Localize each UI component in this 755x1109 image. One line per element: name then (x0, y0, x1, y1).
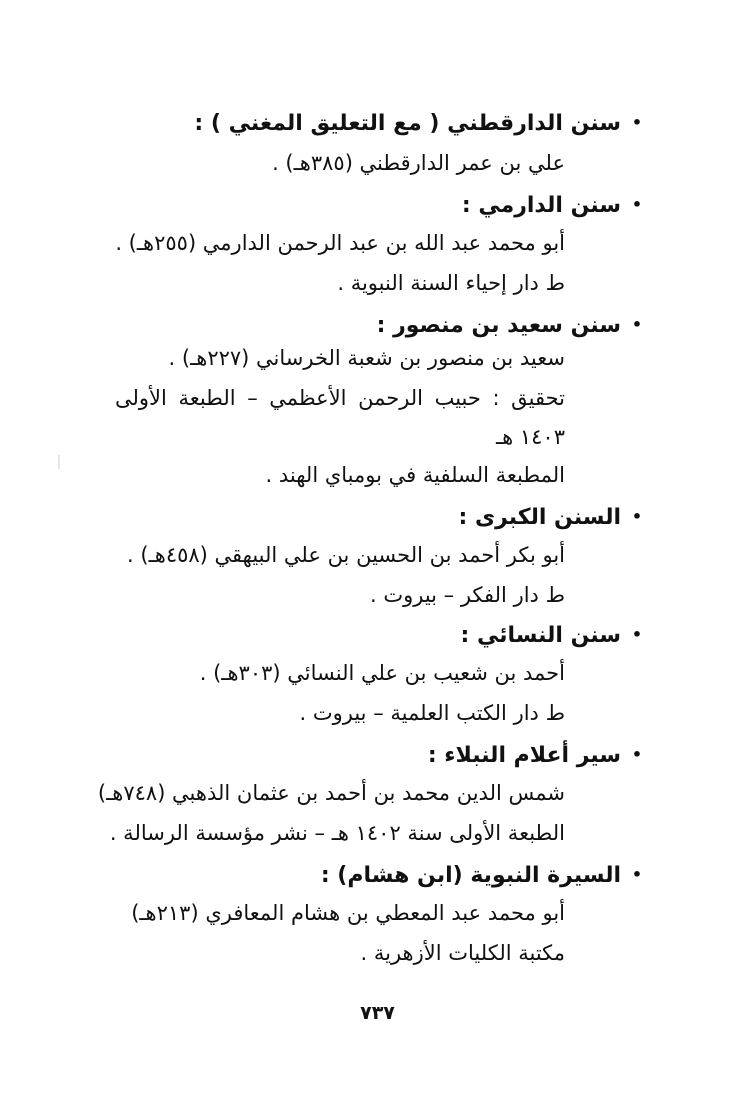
entry-heading (377, 310, 647, 341)
entry-heading (321, 860, 647, 891)
entry-line: علي بن عمر الدارقطني (٣٨٥هـ) . (272, 151, 565, 175)
entry-heading (462, 190, 647, 221)
bullet-icon: • (631, 195, 643, 214)
entry-line: مكتبة الكليات الأزهرية . (360, 941, 565, 965)
entry-line: المطبعة السلفية في بومباي الهند . (265, 463, 565, 487)
entry-line: شمس الدين محمد بن أحمد بن عثمان الذهبي (٧٤٨هـ) (97, 781, 565, 805)
heading-text: السنن الكبرى : (458, 505, 621, 530)
entry-heading (461, 620, 647, 651)
heading-text: سنن الدارقطني ( مع التعليق المغني ) : (194, 111, 621, 136)
bullet-icon: • (631, 315, 643, 334)
heading-text: سير أعلام النبلاء : (427, 743, 621, 768)
entry-line: ط دار الكتب العلمية – بيروت . (299, 701, 565, 725)
bullet-icon: • (631, 507, 643, 526)
entry-heading (194, 108, 647, 139)
entry-line: أحمد بن شعيب بن علي النسائي (٣٠٣هـ) . (199, 661, 565, 685)
entry-line: ط دار الفكر – بيروت . (369, 583, 565, 607)
entry-heading (428, 740, 647, 771)
entry-line: أبو محمد عبد المعطي بن هشام المعافري (٢١٣هـ) (131, 901, 565, 925)
entry-line: ١٤٠٣ هـ (495, 425, 565, 449)
heading-text: سنن سعيد بن منصور : (376, 313, 621, 338)
entry-line: تحقيق : حبيب الرحمن الأعظمي – الطبعة الأولى (115, 386, 565, 410)
scan-edge-mark (58, 455, 60, 469)
entry-line: أبو محمد عبد الله بن عبد الرحمن الدارمي (٢٥٥هـ) . (115, 231, 565, 255)
heading-text: السيرة النبوية (ابن هشام) : (320, 863, 621, 888)
entry-line: أبو بكر أحمد بن الحسين بن علي البيهقي (٤٥٨هـ) . (127, 543, 565, 567)
heading-text: سنن الدارمي : (461, 193, 621, 218)
bullet-icon: • (631, 745, 643, 764)
entry-line: سعيد بن منصور بن شعبة الخرساني (٢٢٧هـ) . (168, 346, 565, 370)
entry-line: ط دار إحياء السنة النبوية . (337, 271, 565, 295)
entry-heading (458, 502, 647, 533)
bullet-icon: • (631, 113, 643, 132)
bullet-icon: • (631, 865, 643, 884)
heading-text: سنن النسائي : (460, 623, 621, 648)
entry-line: الطبعة الأولى سنة ١٤٠٢ هـ – نشر مؤسسة الرسالة . (109, 821, 565, 845)
page-number: ٧٣٧ (360, 1002, 395, 1024)
bullet-icon: • (631, 625, 643, 644)
